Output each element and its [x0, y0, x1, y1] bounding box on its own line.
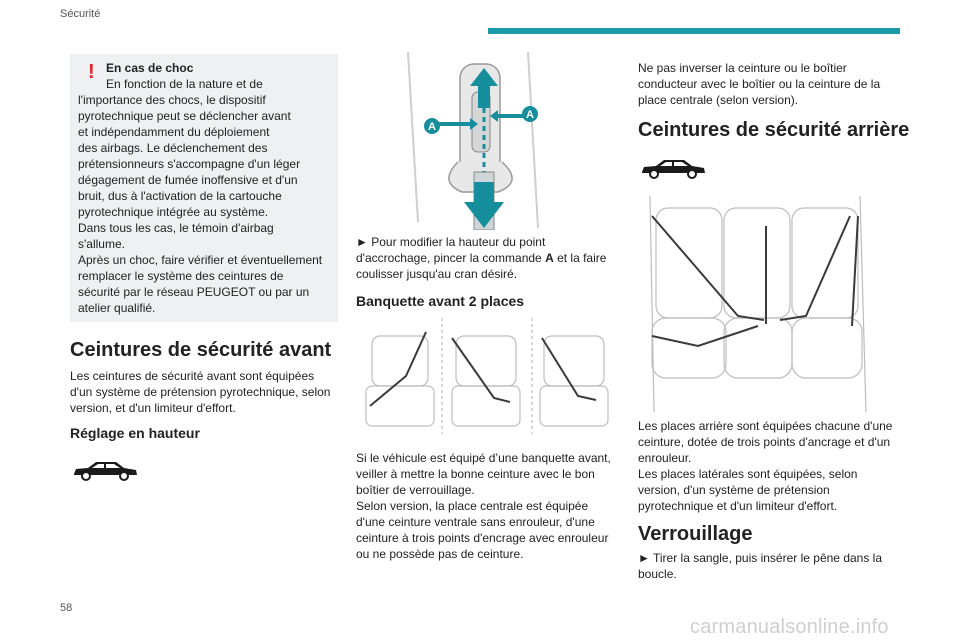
locking-text: [638, 550, 910, 582]
warning-title: En cas de choc: [106, 61, 194, 75]
text-line: version, d'un système de prétension: [638, 483, 830, 497]
text-line: ceinture à trois points d'encrage avec enrouleur: [356, 531, 609, 545]
locking-title: Verrouillage: [638, 523, 753, 545]
text-line: et indépendamment du déploiement: [78, 125, 270, 139]
text-line: enrouleur.: [638, 451, 692, 465]
text-line: Les places latérales sont équipées, selon: [638, 467, 858, 481]
text-line: remplacer le système des ceintures de: [78, 269, 284, 283]
text-line: conducteur avec le boîtier ou la ceinture de la: [638, 77, 881, 91]
text-line: ► Tirer la sangle, puis insérer le pêne dans la: [638, 551, 883, 565]
text-line: sécurité par le réseau PEUGEOT ou par un: [78, 285, 310, 299]
text-line: boîtier de verrouillage.: [356, 483, 475, 497]
text-line: version, et d'un limiteur d'effort.: [70, 401, 236, 415]
height-adjust-title: Réglage en hauteur: [70, 425, 200, 441]
header-accent-bar: [488, 28, 900, 34]
front-belts-text: [70, 368, 350, 416]
text-line: place centrale (selon version).: [638, 93, 799, 107]
text-line: Ne pas inverser la ceinture ou le boîtier: [638, 61, 847, 75]
text-line: veiller à mettre la bonne ceinture avec le bon: [356, 467, 595, 481]
text-line: bruit, dus à l'activation de la cartouche: [78, 189, 282, 203]
rear-belts-title: Ceintures de sécurité arrière: [638, 119, 910, 141]
text-line: pyrotechnique intégrée au système.: [78, 205, 269, 219]
text-line: prétensionneurs s'accompagne d'un léger: [78, 157, 301, 171]
text-line: d'une ceinture ventrale sans enrouleur, d'une: [356, 515, 595, 529]
page-number: 58: [60, 602, 73, 614]
step-line: coulisser jusqu'au cran désiré.: [356, 267, 518, 281]
watermark: carmanualsonline.info: [690, 616, 889, 638]
step-control-label: A: [545, 251, 554, 265]
step-line: ► Pour modifier la hauteur du point: [356, 235, 546, 249]
rear-belts-text: [638, 418, 910, 514]
text-line: ceinture, dotée de trois points d'ancrage et d'un: [638, 435, 891, 449]
bench-text: [356, 450, 624, 562]
sedan-car-icon: [70, 458, 140, 482]
text-line: Si le véhicule est équipé d’une banquette avant,: [356, 451, 611, 465]
warning-text: [78, 76, 340, 316]
text-line: Après un choc, faire vérifier et éventuellement: [78, 253, 323, 267]
text-line: Dans tous les cas, le témoin d'airbag: [78, 221, 274, 235]
callout-a-left: A: [428, 121, 436, 133]
text-line: ou ne possède pas de ceinture.: [356, 547, 524, 561]
text-line: Les places arrière sont équipées chacune d'une: [638, 419, 893, 433]
text-line: dégagement de fumée inoffensive et d'un: [78, 173, 298, 187]
text-line: En fonction de la nature et de: [106, 77, 263, 91]
text-line: l'importance des chocs, le dispositif: [78, 93, 266, 107]
height-adjust-illustration: [378, 52, 578, 230]
text-line: d'un système de prétension pyrotechnique, selon: [70, 385, 331, 399]
text-line: des airbags. Le déclenchement des: [78, 141, 268, 155]
bench-title: Banquette avant 2 places: [356, 293, 525, 309]
step-line: et la faire: [553, 251, 607, 265]
height-adjust-step: [356, 234, 618, 282]
text-line: Les ceintures de sécurité avant sont équipées: [70, 369, 315, 383]
step-line: d'accrochage, pincer la commande: [356, 251, 546, 265]
bench-seat-illustration: [356, 316, 618, 436]
sedan-car-icon: [638, 156, 708, 180]
text-line: atelier qualifié.: [78, 301, 156, 315]
text-line: boucle.: [638, 567, 677, 581]
front-belts-title: Ceintures de sécurité avant: [70, 339, 332, 361]
callout-a-right: A: [526, 109, 534, 121]
warning-exclamation-icon: !: [88, 61, 95, 83]
section-header: Sécurité: [60, 8, 101, 20]
text-line: Selon version, la place centrale est équipée: [356, 499, 589, 513]
col3-intro-text: [638, 60, 908, 108]
text-line: s'allume.: [78, 237, 125, 251]
text-line: pyrotechnique et d'un limiteur d'effort.: [638, 499, 838, 513]
rear-bench-illustration: [638, 196, 900, 412]
text-line: pyrotechnique peut se déclencher avant: [78, 109, 291, 123]
